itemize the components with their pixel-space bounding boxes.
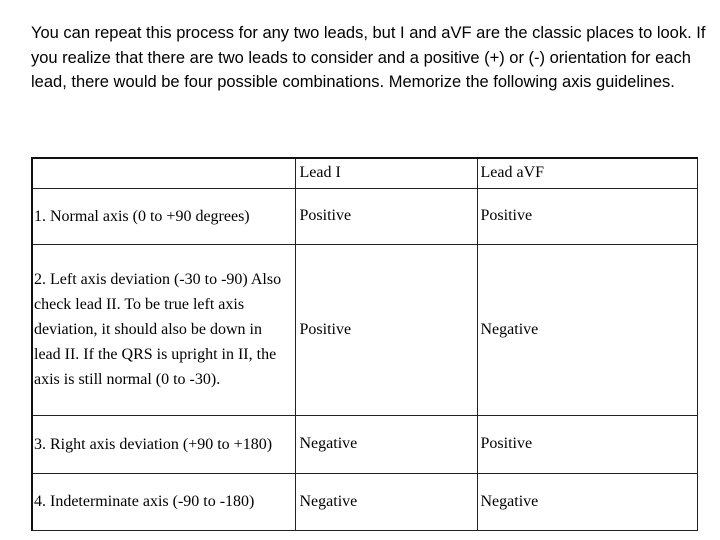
- lead-avf-cell: Negative: [477, 244, 697, 415]
- table-row: [32, 188, 697, 244]
- table-header-row: [32, 158, 697, 188]
- table-row: [32, 473, 697, 530]
- intro-paragraph: You can repeat this process for any two leads, but I and aVF are the classic places to look. If you realize that there are two leads to consider and a positive (+) or (-) orientation for each lead, there would be four possible combinations. Memorize the following axis guidelines.: [31, 24, 706, 91]
- lead-avf-cell: Positive: [477, 188, 697, 244]
- header-lead-avf: Lead aVF: [477, 158, 697, 188]
- axis-cell: 1. Normal axis (0 to +90 degrees): [32, 188, 295, 244]
- lead-i-cell: Negative: [295, 415, 477, 473]
- lead-avf-cell: Negative: [477, 473, 697, 530]
- header-lead-i: Lead I: [295, 158, 477, 188]
- lead-avf-cell: Positive: [477, 415, 697, 473]
- lead-i-cell: Negative: [295, 473, 477, 530]
- header-axis: [32, 158, 295, 188]
- axis-cell: 3. Right axis deviation (+90 to +180): [32, 415, 295, 473]
- table-row: [32, 415, 697, 473]
- axis-guidelines-table: [31, 157, 698, 531]
- lead-i-cell: Positive: [295, 244, 477, 415]
- axis-cell: 4. Indeterminate axis (-90 to -180): [32, 473, 295, 530]
- axis-cell: 2. Left axis deviation (-30 to -90) Also check lead II. To be true left axis deviation, it should also be down in lead II. If the QRS is upright in II, the axis is still normal (0 to -30).: [32, 244, 295, 415]
- table-row: [32, 244, 697, 415]
- lead-i-cell: Positive: [295, 188, 477, 244]
